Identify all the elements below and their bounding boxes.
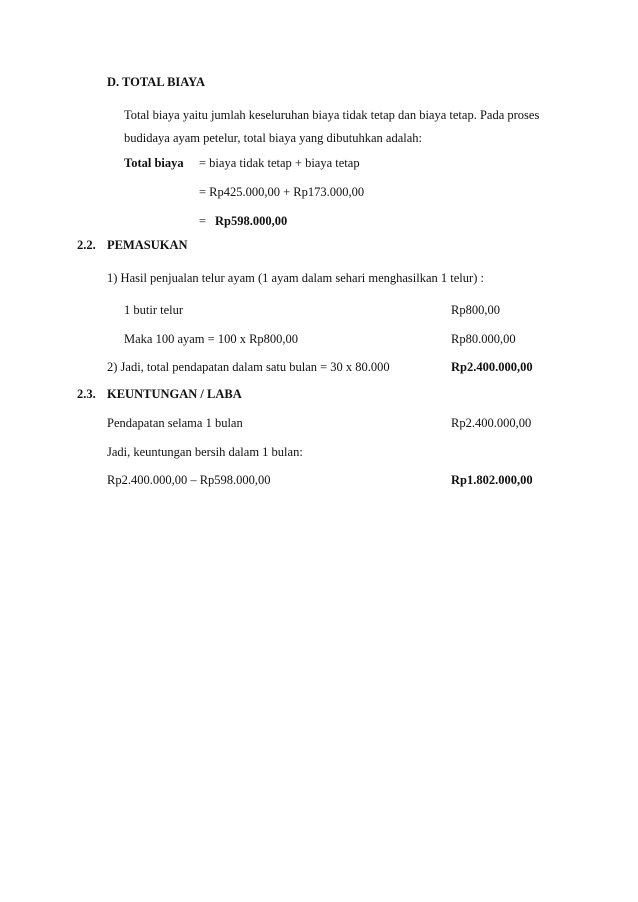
pemasukan-row-1-label: 1 butir telur <box>124 303 184 317</box>
total-biaya-paragraph-line-2: budidaya ayam petelur, total biaya yang dibutuhkan adalah: <box>124 131 423 145</box>
keuntungan-row-1-label: Pendapatan selama 1 bulan <box>107 416 243 430</box>
pemasukan-row-2-label: Maka 100 ayam = 100 x Rp800,00 <box>124 332 299 346</box>
keuntungan-row-2-label: Jadi, keuntungan bersih dalam 1 bulan: <box>107 445 303 459</box>
keuntungan-profit: Rp1.802.000,00 <box>451 473 533 487</box>
pemasukan-number: 2.2. <box>77 238 96 252</box>
keuntungan-title: KEUNTUNGAN / LABA <box>107 387 242 401</box>
pemasukan-item-1: 1) Hasil penjualan telur ayam (1 ayam dalam sehari menghasilkan 1 telur) : <box>107 271 484 285</box>
pemasukan-title: PEMASUKAN <box>107 238 188 252</box>
pemasukan-total: Rp2.400.000,00 <box>451 360 533 374</box>
keuntungan-number: 2.3. <box>77 387 96 401</box>
total-biaya-formula-label: Total biaya <box>124 156 184 170</box>
keuntungan-row-1-value: Rp2.400.000,00 <box>451 416 532 430</box>
total-biaya-equation-2: = Rp425.000,00 + Rp173.000,00 <box>199 185 365 199</box>
total-biaya-result: Rp598.000,00 <box>215 214 288 228</box>
pemasukan-item-2: 2) Jadi, total pendapatan dalam satu bulan = 30 x 80.000 <box>107 360 390 374</box>
total-biaya-equation-3-sign: = <box>199 214 207 228</box>
section-d-heading: D. TOTAL BIAYA <box>107 75 206 89</box>
total-biaya-equation-1: = biaya tidak tetap + biaya tetap <box>199 156 360 170</box>
pemasukan-row-2-value: Rp80.000,00 <box>451 332 516 346</box>
keuntungan-row-3-label: Rp2.400.000,00 – Rp598.000,00 <box>107 473 271 487</box>
pemasukan-row-1-value: Rp800,00 <box>451 303 500 317</box>
total-biaya-paragraph-line-1: Total biaya yaitu jumlah keseluruhan biaya tidak tetap dan biaya tetap. Pada proses <box>124 108 540 122</box>
